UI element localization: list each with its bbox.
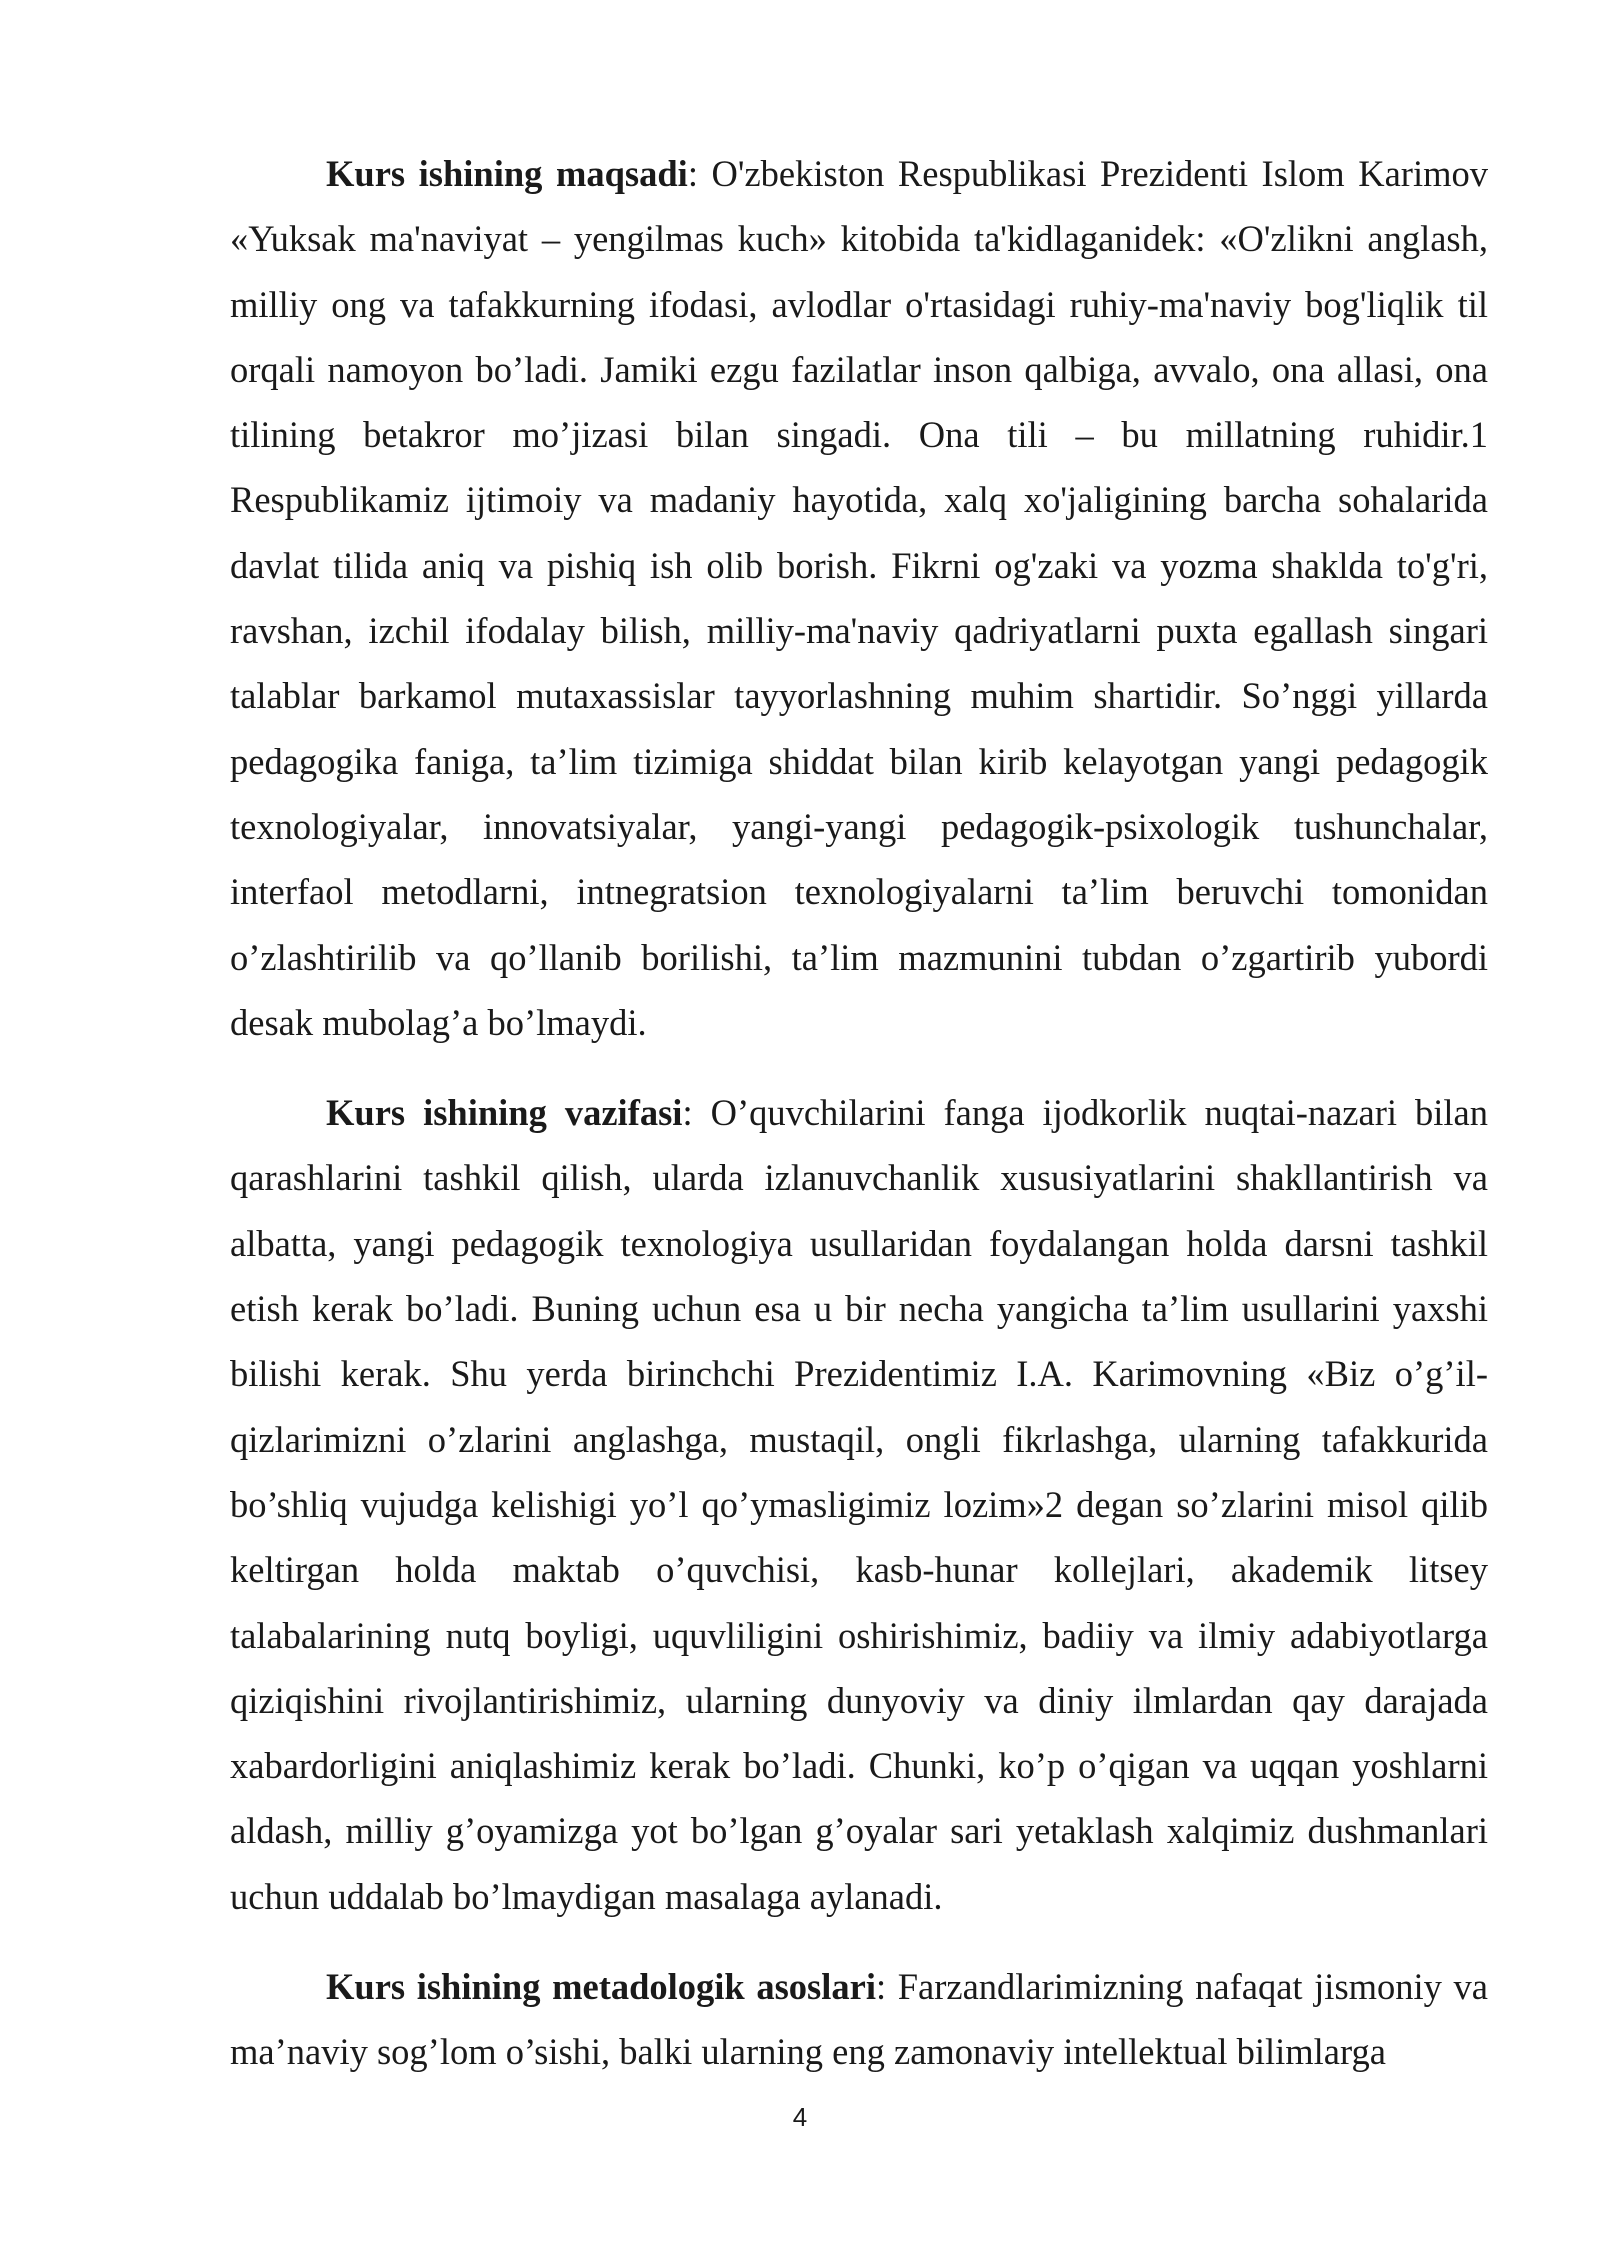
paragraph-metadologik-asoslari (230, 1954, 1488, 2085)
page-number: 4 (792, 2102, 808, 2132)
paragraph-maqsadi (230, 141, 1488, 1055)
paragraph-vazifasi (230, 1080, 1488, 1929)
heading-separator: : (687, 153, 712, 194)
page-content (230, 141, 1488, 2110)
paragraph-text-vazifasi: O’quvchilarini fanga ijodkorlik nuqtai-nazari bilan qarashlarini tashkil qilish, ularda izlanuvchanlik xususiyatlarini shakllantirish va albatta, yangi pedagogik texnologiya usullaridan foydalangan holda darsni tashkil etish kerak bo’ladi. Buning uchun esa u bir necha yangicha ta’lim usullarini yaxshi bilishi kerak. Shu yerda birinchchi Prezidentimiz I.A. Karimovning «Biz o’g’il-qizlarimizni o’zlarini anglashga, mustaqil, ongli fikrlashga, ularning tafakkurida bo’shliq vujudga kelishigi yo’l qo’ymasligimiz lozim»2 degan so’zlarini misol qilib keltirgan holda maktab o’quvchisi, kasb-hunar kollejlari, akademik litsey talabalarining nutq boyligi, uquvliligini oshirishimiz, badiiy va ilmiy adabiyotlarga qiziqishini rivojlantirishimiz, ularning dunyoviy va diniy ilmlardan qay darajada xabardorligini aniqlashimiz kerak bo’ladi. Chunki, ko’p o’qigan va uqqan yoshlarni aldash, milliy g’oyamizga yot bo’lgan g’oyalar sari yetaklash xalqimiz dushmanlari uchun uddalab bo’lmaydigan masalaga aylanadi. (230, 1092, 1488, 1917)
paragraph-text-maqsadi: O'zbekiston Respublikasi Prezidenti Islom Karimov «Yuksak ma'naviyat – yengilmas kuch» kitobida ta'kidlaganidek: «O'zlikni anglash, milliy ong va tafakkurning ifodasi, avlodlar o'rtasidagi ruhiy-ma'naviy bog'liqlik til orqali namoyon bo’ladi. Jamiki ezgu fazilatlar inson qalbiga, avvalo, ona allasi, ona tilining betakror mo’jizasi bilan singadi. Ona tili – bu millatning ruhidir.1 Respublikamiz ijtimoiy va madaniy hayotida, xalq xo'jaligining barcha sohalarida davlat tilida aniq va pishiq ish olib borish. Fikrni og'zaki va yozma shaklda to'g'ri, ravshan, izchil ifodalay bilish, milliy-ma'naviy qadriyatlarni puxta egallash singari talablar barkamol mutaxassislar tayyorlashning muhim shartidir. So’nggi yillarda pedagogika faniga, ta’lim tizimiga shiddat bilan kirib kelayotgan yangi pedagogik texnologiyalar, innovatsiyalar, yangi-yangi pedagogik-psixologik tushunchalar, interfaol metodlarni, intnegratsion texnologiyalarni ta’lim beruvchi tomonidan o’zlashtirilib va qo’llanib borilishi, ta’lim mazmunini tubdan o’zgartirib yubordi desak mubolag’a bo’lmaydi. (230, 153, 1488, 1043)
section-heading-vazifasi: Kurs ishining vazifasi (326, 1092, 683, 1134)
section-heading-maqsadi: Kurs ishining maqsadi (326, 153, 688, 194)
heading-separator: : (875, 1966, 898, 2008)
paragraph-text-metadologik-asoslari: Farzandlarimizning nafaqat jismoniy va ma’naviy sog’lom o’sishi, balki ularning eng zamonaviy intellektual bilimlarga (230, 1966, 1488, 2073)
section-heading-metadologik-asoslari: Kurs ishining metadologik asoslari (326, 1966, 876, 2008)
heading-separator: : (682, 1092, 711, 1134)
